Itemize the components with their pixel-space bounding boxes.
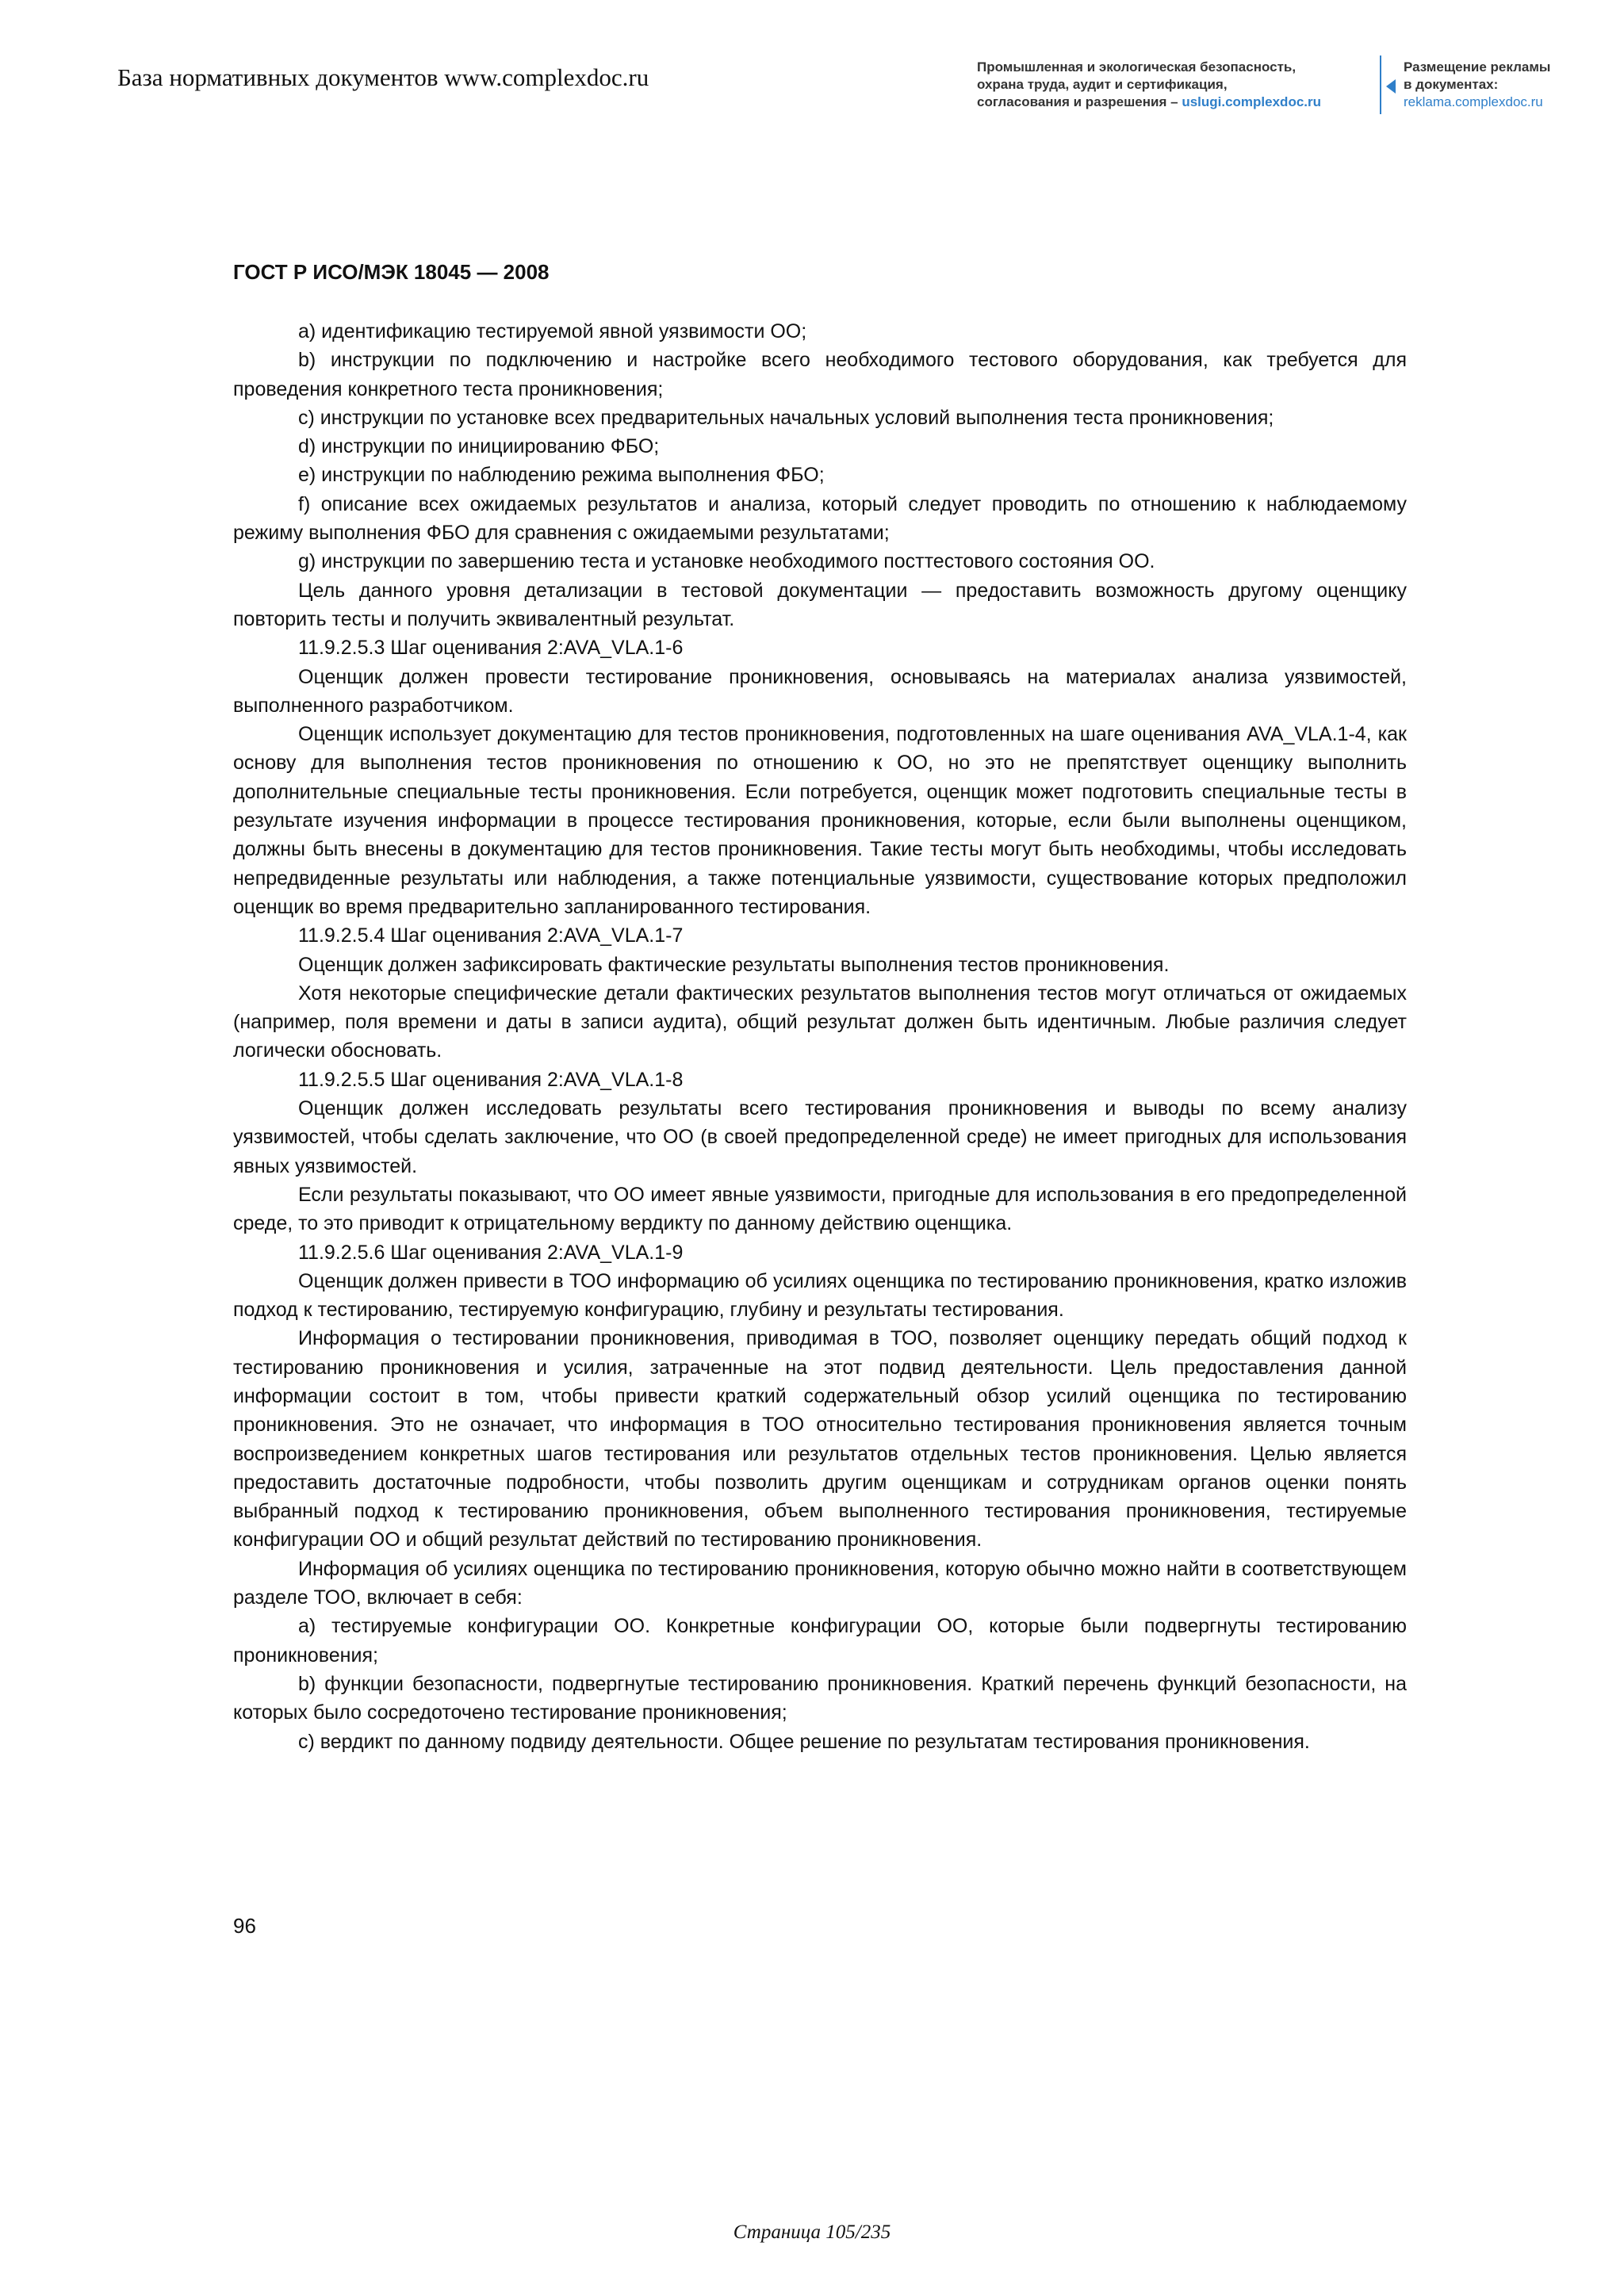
ads-line-2: в документах: (1404, 77, 1499, 92)
document-body (233, 317, 1407, 1756)
services-block (977, 59, 1373, 111)
ads-line-1: Размещение рекламы (1404, 59, 1551, 75)
services-line-2: охрана труда, аудит и сертификация, (977, 77, 1228, 92)
section-heading: 11.9.2.5.5 Шаг оценивания 2:AVA_VLA.1-8 (298, 1068, 684, 1091)
paragraph: Оценщик должен зафиксировать фактические результаты выполнения тестов проникновения. (298, 953, 1170, 976)
paragraph: a) идентификацию тестируемой явной уязвимости ОО; (298, 320, 807, 342)
page-number: 96 (233, 1914, 256, 1938)
ads-link[interactable]: reklama.complexdoc.ru (1404, 94, 1543, 109)
section-heading: 11.9.2.5.3 Шаг оценивания 2:AVA_VLA.1-6 (298, 637, 684, 660)
paragraph: Оценщик использует документацию для тестов проникновения, подготовленных на шаге оценивания AVA_VLA.1-4, как основу для выполнения тестов проникновения по отношению к ОО, но это не препятствует оценщику выполнить дополнительные специальные тесты проникновения. Если потребуется, оценщик может подготовить специальные тесты в результате изучения информации в процессе тестирования проникновения, которые, если были выполнены оценщиком, должны быть внесены в документацию для тестов проникновения. Такие тесты могут быть необходимы, чтобы исследовать непредвиденные результаты или наблюдения, а также потенциальные уязвимости, существование которых предположил оценщик во время предварительно запланированного тестирования. (233, 723, 1407, 918)
paragraph: Цель данного уровня детализации в тестовой документации — предоставить возможность другому оценщику повторить тесты и получить эквивалентный результат. (233, 579, 1407, 630)
document-header: ГОСТ Р ИСО/МЭК 18045 — 2008 (233, 260, 550, 284)
paragraph: c) инструкции по установке всех предварительных начальных условий выполнения теста проникновения; (298, 406, 1274, 429)
paragraph: Оценщик должен привести в ТОО информацию об усилиях оценщика по тестированию проникновения, кратко изложив подход к тестированию, тестируемую конфигурацию, глубину и результаты тестирования. (233, 1269, 1407, 1322)
paragraph: Оценщик должен исследовать результаты всего тестирования проникновения и выводы по всему анализу уязвимостей, чтобы сделать заключение, что ОО (в своей предопределенной среде) не имеет пригодных для использования явных уязвимостей. (233, 1097, 1407, 1177)
paragraph: Хотя некоторые специфические детали фактических результатов выполнения тестов могут отличаться от ожидаемых (например, поля времени и даты в записи аудита), общий результат должен быть идентичным. Любые различия следует логически обосновать. (233, 982, 1407, 1062)
paragraph: Информация об усилиях оценщика по тестированию проникновения, которую обычно можно найти в соответствующем разделе ТОО, включает в себя: (233, 1557, 1407, 1609)
paragraph: Информация о тестировании проникновения, приводимая в ТОО, позволяет оценщику передать общий подход к тестированию проникновения и усилия, затраченные на этот подвид деятельности. Цель предоставления данной информации состоит в том, чтобы привести краткий содержательный обзор усилий оценщика по тестированию проникновения. Это не означает, что информация в ТОО относительно тестирования проникновения является точным воспроизведением конкретных шагов тестирования или результатов отдельных тестов проникновения. Целью является предоставить достаточные подробности, чтобы позволить другим оценщикам и сотрудникам органов оценки понять выбранный подход к тестированию проникновения, объем выполненного тестирования проникновения, тестируемые конфигурации ОО и общий результат действий по тестированию проникновения. (233, 1327, 1407, 1552)
services-line-3 (977, 94, 1373, 111)
services-line-1: Промышленная и экологическая безопасность, (977, 59, 1297, 75)
section-heading: 11.9.2.5.6 Шаг оценивания 2:AVA_VLA.1-9 (298, 1241, 684, 1264)
ads-block (1404, 59, 1594, 111)
paragraph: b) инструкции по подключению и настройке всего необходимого тестового оборудования, как требуется для проведения конкретного теста проникновения; (233, 349, 1407, 400)
paragraph: Если результаты показывают, что ОО имеет явные уязвимости, пригодные для использования в его предопределенной среде, то это приводит к отрицательному вердикту по данному действию оценщика. (233, 1183, 1407, 1235)
section-heading: 11.9.2.5.4 Шаг оценивания 2:AVA_VLA.1-7 (298, 924, 684, 947)
arrow-left-icon (1386, 79, 1396, 94)
paragraph: g) инструкции по завершению теста и установке необходимого посттестового состояния ОО. (298, 550, 1155, 573)
paragraph: d) инструкции по инициированию ФБО; (298, 435, 660, 458)
paragraph: Оценщик должен провести тестирование проникновения, основываясь на материалах анализа уязвимостей, выполненного разработчиком. (233, 665, 1407, 717)
banner-divider (1380, 55, 1381, 114)
paragraph: e) инструкции по наблюдению режима выполнения ФБО; (298, 464, 825, 487)
paragraph: b) функции безопасности, подвергнутые тестированию проникновения. Краткий перечень функций безопасности, на которых было сосредоточено тестирование проникновения; (233, 1672, 1407, 1724)
paragraph: c) вердикт по данному подвиду деятельности. Общее решение по результатам тестирования проникновения. (298, 1730, 1310, 1753)
services-link[interactable]: uslugi.complexdoc.ru (1182, 94, 1322, 109)
paragraph: a) тестируемые конфигурации ОО. Конкретные конфигурации ОО, которые были подвергнуты тестированию проникновения; (233, 1615, 1407, 1667)
footer-page-label: Страница 105/235 (733, 2221, 891, 2243)
services-line-3-prefix: согласования и разрешения – (977, 94, 1182, 109)
site-title: База нормативных документов www.complexdoc.ru (117, 63, 649, 91)
paragraph: f) описание всех ожидаемых результатов и анализа, который следует проводить по отношению к наблюдаемому режиму выполнения ФБО для сравнения с ожидаемыми результатами; (233, 492, 1407, 545)
